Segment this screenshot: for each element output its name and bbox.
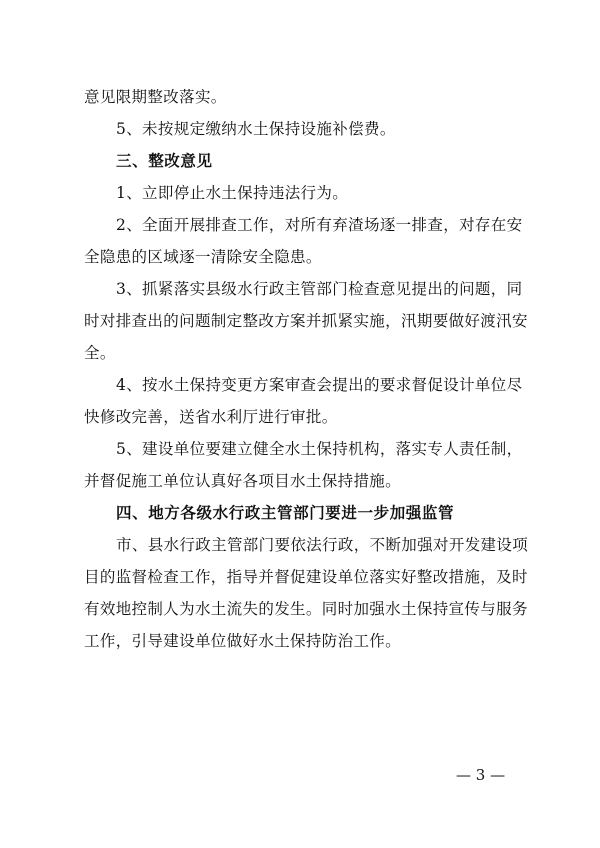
paragraph-line: 2、全面开展排查工作，对所有弃渣场逐一排查，对存在安 xyxy=(116,216,523,234)
paragraph-line: 时对排查出的问题制定整改方案并抓紧实施，汛期要做好渡汛安 xyxy=(84,312,528,330)
section-heading: 四、地方各级水行政主管部门要进一步加强监管 xyxy=(116,504,455,522)
paragraph-line: 并督促施工单位认真好各项目水土保持措施。 xyxy=(84,472,402,490)
paragraph-line: 1、立即停止水土保持违法行为。 xyxy=(116,184,349,202)
paragraph-line: 快修改完善，送省水利厅进行审批。 xyxy=(84,408,338,426)
paragraph-line: 5、建设单位要建立健全水土保持机构，落实专人责任制， xyxy=(116,440,523,458)
paragraph-line: 4、按水土保持变更方案审查会提出的要求督促设计单位尽 xyxy=(116,376,523,394)
section-heading: 三、整改意见 xyxy=(116,152,213,170)
paragraph-line: 全隐患的区域逐一清除安全隐患。 xyxy=(84,248,322,266)
page-number: — 3 — xyxy=(456,766,506,784)
paragraph-line: 有效地控制人为水土流失的发生。同时加强水土保持宣传与服务 xyxy=(84,600,528,618)
paragraph-line: 目的监督检查工作，指导并督促建设单位落实好整改措施，及时 xyxy=(84,568,528,586)
paragraph-line: 意见限期整改落实。 xyxy=(84,88,227,106)
paragraph-line: 工作，引导建设单位做好水土保持防治工作。 xyxy=(84,632,402,650)
paragraph-line: 5、未按规定缴纳水土保持设施补偿费。 xyxy=(116,120,396,138)
paragraph-line: 3、抓紧落实县级水行政主管部门检查意见提出的问题，同 xyxy=(116,280,523,298)
paragraph-line: 市、县水行政主管部门要依法行政，不断加强对开发建设项 xyxy=(116,536,529,554)
paragraph-line: 全。 xyxy=(84,344,116,362)
